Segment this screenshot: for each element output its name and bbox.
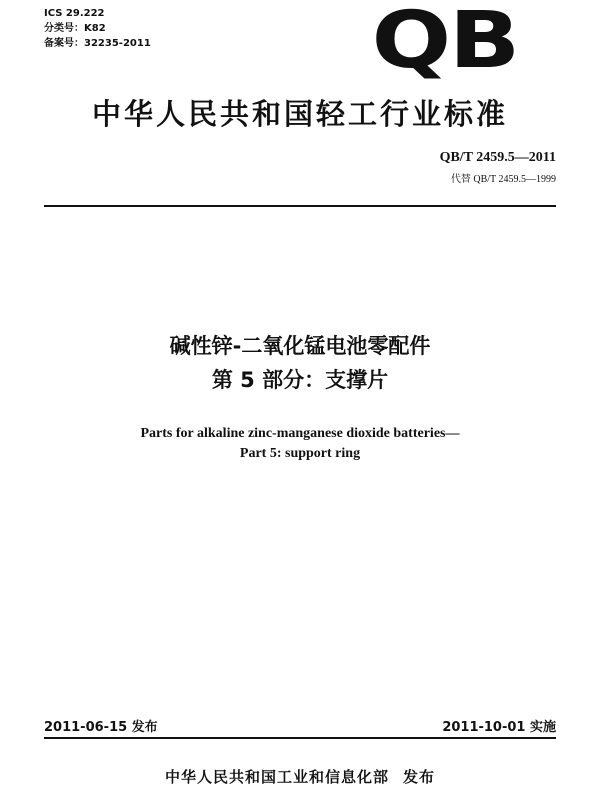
bottom-divider [44,737,556,739]
top-divider [44,205,556,207]
ics-code: ICS 29.222 [44,8,105,19]
chinese-title-line1: 碱性锌-二氧化锰电池零配件 [169,334,431,358]
issue-date: 2011-06-15 发布 [44,720,158,735]
document-metadata [44,6,151,51]
publisher-name: 中华人民共和国工业和信息化部 [164,768,389,786]
filing-number: 备案号：32235-2011 [44,38,151,49]
qb-logo: QB [371,0,518,86]
organization-title: 中华人民共和国轻工行业标准 [91,97,508,131]
english-title-line1: Parts for alkaline zinc-manganese dioxide batteries— [140,426,460,441]
publisher-action: 发布 [403,768,436,786]
implementation-date: 2011-10-01 实施 [442,720,556,735]
replaces-standard: 代替 QB/T 2459.5—1999 [450,174,556,185]
chinese-title-line2: 第 5 部分：支撑片 [211,368,389,392]
publisher-line [0,766,600,787]
classification-number: 分类号：K82 [44,23,106,34]
standard-number: QB/T 2459.5—2011 [439,150,556,165]
english-title-line2: Part 5: support ring [239,446,361,461]
